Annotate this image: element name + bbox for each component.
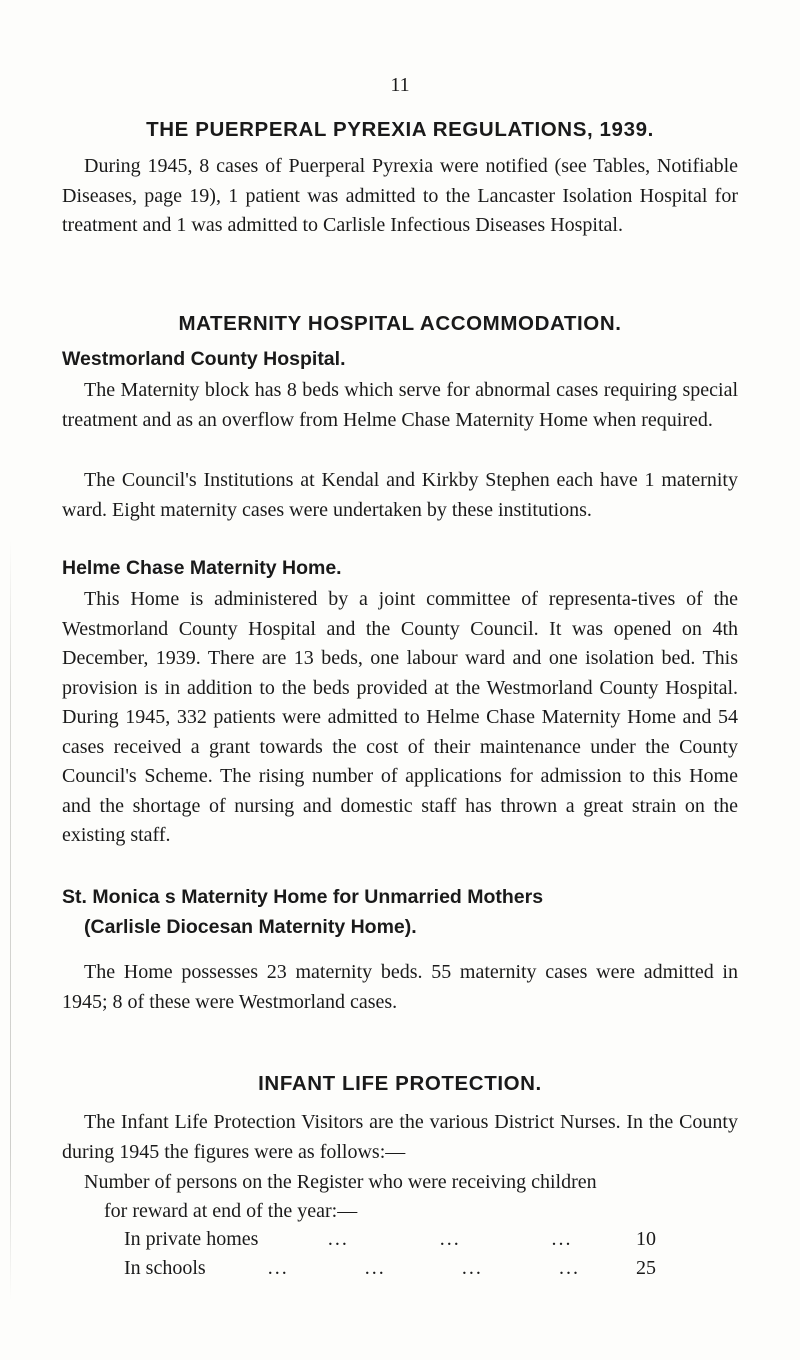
monica-subheading-line-1: St. Monica s Maternity Home for Unmarried Mothers — [62, 886, 544, 908]
infant-paragraph-2-line-2: for reward at end of the year:— — [104, 1200, 358, 1222]
infant-paragraph-2-line-1: Number of persons on the Register who were receiving children — [84, 1171, 597, 1193]
leader-dot-group: ... — [461, 1257, 483, 1279]
list-item-value: 25 — [636, 1257, 656, 1279]
maternity-heading: MATERNITY HOSPITAL ACCOMMODATION. — [178, 312, 622, 335]
list-item-private-homes — [124, 1228, 656, 1251]
list-item-schools — [124, 1257, 656, 1280]
page-number: 11 — [390, 74, 410, 96]
westmorland-paragraph-2: The Council's Institutions at Kendal and Kirkby Stephen each have 1 maternity ward. Eight maternity cases were undertaken by these institutions. — [62, 469, 738, 521]
list-item-label: In schools — [124, 1257, 206, 1279]
westmorland-subheading: Westmorland County Hospital. — [62, 348, 346, 370]
leader-dots — [258, 1228, 636, 1251]
leader-dot-group: ... — [364, 1257, 386, 1279]
monica-subheading-line-2: (Carlisle Diocesan Maternity Home). — [84, 916, 417, 938]
helme-subheading: Helme Chase Maternity Home. — [62, 557, 342, 579]
pyrexia-paragraph: During 1945, 8 cases of Puerperal Pyrexia were notified (see Tables, Notifiable Diseases, page 19), 1 patient was admitted to the Lancaster Isolation Hospital for treatment and 1 was admitted to Carlisle Infectious Diseases Hospital. — [62, 155, 738, 236]
infant-paragraph-1: The Infant Life Protection Visitors are the various District Nurses. In the County during 1945 the figures were as follows:— — [62, 1111, 738, 1163]
leader-dot-group: ... — [439, 1228, 461, 1250]
pyrexia-heading: THE PUERPERAL PYREXIA REGULATIONS, 1939. — [146, 118, 654, 141]
westmorland-paragraph-1: The Maternity block has 8 beds which serve for abnormal cases requiring special treatment and as an overflow from Helme Chase Maternity Home when required. — [62, 379, 738, 431]
list-item-value: 10 — [636, 1228, 656, 1250]
leader-dot-group: ... — [267, 1257, 289, 1279]
leader-dot-group: ... — [558, 1257, 580, 1279]
leader-dot-group: ... — [551, 1228, 573, 1250]
leader-dot-group: ... — [327, 1228, 349, 1250]
list-item-label: In private homes — [124, 1228, 259, 1250]
binding-margin-line — [10, 540, 11, 1300]
monica-paragraph: The Home possesses 23 maternity beds. 55 maternity cases were admitted in 1945; 8 of these were Westmorland cases. — [62, 961, 738, 1013]
infant-heading: INFANT LIFE PROTECTION. — [258, 1072, 542, 1095]
leader-dots — [206, 1257, 636, 1280]
helme-paragraph: This Home is administered by a joint committee of representa-tives of the Westmorland County Hospital and the County Council. It was opened on 4th December, 1939. There are 13 beds, one labour ward and one isolation bed. This provision is in addition to the beds provided at the Westmorland County Hospital. During 1945, 332 patients were admitted to Helme Chase Maternity Home and 54 cases received a grant towards the cost of their maintenance under the County Council's Scheme. The rising number of applications for admission to this Home and the shortage of nursing and domestic staff has thrown a great strain on the existing staff. — [62, 588, 738, 846]
